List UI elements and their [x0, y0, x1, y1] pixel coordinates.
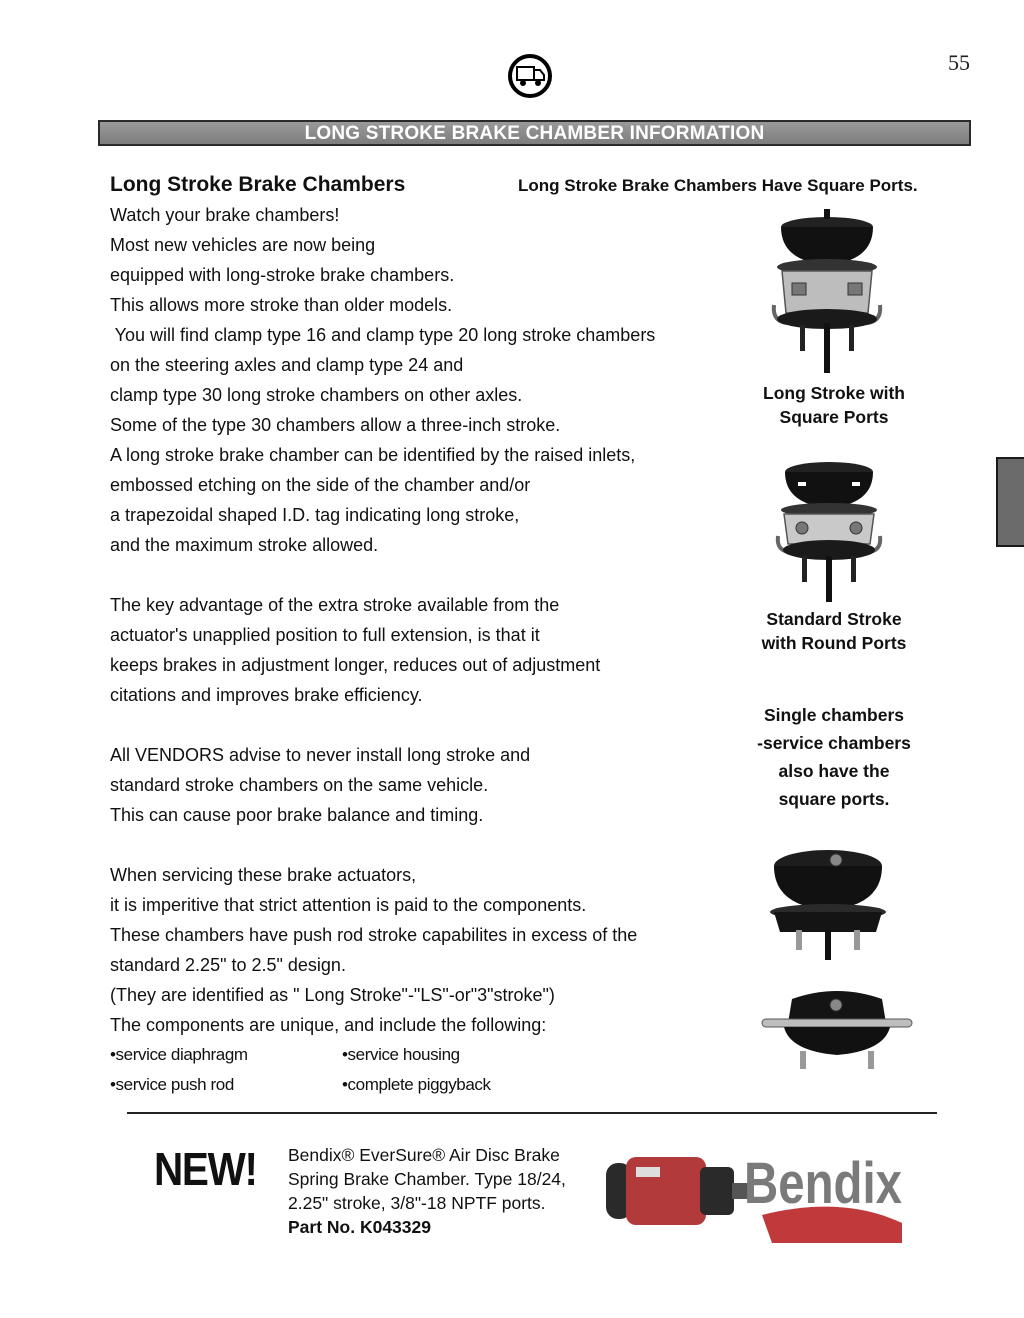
- text-line: standard 2.25" to 2.5" design.: [110, 955, 346, 975]
- section-title: Long Stroke Brake Chambers: [110, 173, 406, 196]
- text-line: and the maximum stroke allowed.: [110, 535, 379, 555]
- text-line: standard stroke chambers on the same vehicle.: [110, 775, 489, 795]
- section-banner: LONG STROKE BRAKE CHAMBER INFORMATION: [98, 120, 971, 146]
- bullet-row: [110, 1040, 630, 1070]
- component-bullet-list: [110, 1040, 630, 1100]
- text-line: A long stroke brake chamber can be identified by the raised inlets,: [110, 445, 636, 465]
- side-tab: [996, 457, 1024, 547]
- text-line: Some of the type 30 chambers allow a three-inch stroke.: [110, 415, 561, 435]
- advantage-paragraph: [110, 590, 710, 710]
- text-line: You will find clamp type 16 and clamp type 20 long stroke chambers: [110, 325, 656, 345]
- bendix-chamber-logo: [602, 1143, 908, 1243]
- text-line: citations and improves brake efficiency.: [110, 685, 423, 705]
- text-line: These chambers have push rod stroke capabilites in excess of the: [110, 925, 638, 945]
- bullet-row: [110, 1070, 630, 1100]
- desc-line: Spring Brake Chamber. Type 18/24,: [288, 1169, 566, 1189]
- text-line: (They are identified as " Long Stroke"-"LS"-or"3"stroke"): [110, 985, 555, 1005]
- text-line: on the steering axles and clamp type 24 and: [110, 355, 464, 375]
- vendor-advice-paragraph: [110, 740, 710, 830]
- text-line: keeps brakes in adjustment longer, reduces out of adjustment: [110, 655, 601, 675]
- product-description: [288, 1143, 598, 1239]
- text-line: The key advantage of the extra stroke available from the: [110, 595, 560, 615]
- text-line: This allows more stroke than older models.: [110, 295, 453, 315]
- new-label: NEW!: [154, 1143, 257, 1195]
- text-line: All VENDORS advise to never install long stroke and: [110, 745, 531, 765]
- text-line: embossed etching on the side of the chamber and/or: [110, 475, 531, 495]
- service-chamber-photo: [766, 840, 890, 960]
- long-stroke-chamber-photo: [764, 205, 890, 375]
- bullet-item: •service diaphragm: [110, 1045, 248, 1064]
- text-line: Watch your brake chambers!: [110, 205, 340, 225]
- single-chambers-note: Single chambers -service chambers also have the square ports.: [757, 705, 911, 809]
- bullet-item: •service push rod: [110, 1075, 234, 1094]
- standard-stroke-caption: Standard Stroke with Round Ports: [761, 609, 907, 653]
- bullet-item: •service housing: [342, 1045, 460, 1064]
- intro-paragraph: [110, 200, 710, 560]
- square-ports-heading: Long Stroke Brake Chambers Have Square Ports.: [518, 176, 918, 195]
- text-line: This can cause poor brake balance and timing.: [110, 805, 484, 825]
- main-text-column: [110, 170, 710, 1040]
- text-line: Most new vehicles are now being: [110, 235, 376, 255]
- bendix-logo-text: Bendix: [744, 1151, 902, 1216]
- text-line: actuator's unapplied position to full extension, is that it: [110, 625, 540, 645]
- footer-divider: [127, 1112, 937, 1114]
- standard-stroke-chamber-photo: [768, 452, 890, 602]
- text-line: a trapezoidal shaped I.D. tag indicating long stroke,: [110, 505, 520, 525]
- long-stroke-caption: Long Stroke with Square Ports: [763, 383, 905, 427]
- text-line: clamp type 30 long stroke chambers on other axles.: [110, 385, 523, 405]
- desc-line: 2.25" stroke, 3/8"-18 NPTF ports.: [288, 1193, 546, 1213]
- text-line: When servicing these brake actuators,: [110, 865, 417, 885]
- text-line: The components are unique, and include the following:: [110, 1015, 547, 1035]
- part-number: Part No. K043329: [288, 1217, 431, 1237]
- bullet-item: •complete piggyback: [342, 1075, 491, 1094]
- servicing-paragraph: [110, 860, 710, 1040]
- text-line: it is imperitive that strict attention is paid to the components.: [110, 895, 587, 915]
- text-line: equipped with long-stroke brake chambers.: [110, 265, 455, 285]
- truck-in-circle-icon: [507, 53, 553, 99]
- desc-line: Bendix® EverSure® Air Disc Brake: [288, 1145, 560, 1165]
- page-number: 55: [948, 50, 970, 75]
- clamp-band-chamber-photo: [758, 985, 916, 1075]
